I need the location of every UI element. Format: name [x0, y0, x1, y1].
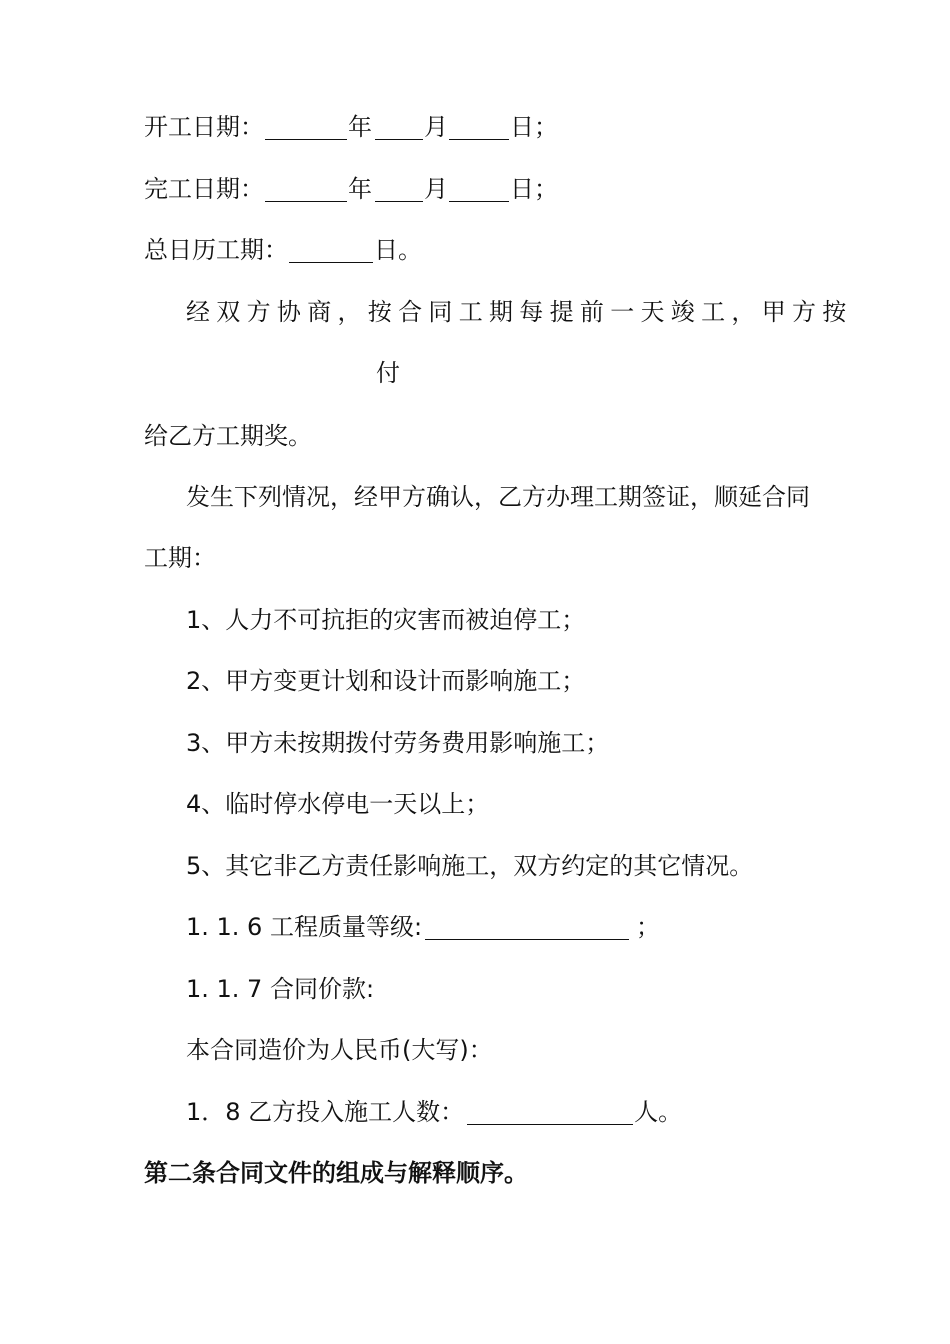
contract-price-text: 本合同造价为人民币(大写)：	[186, 1036, 493, 1064]
bonus-pay-word: 付	[376, 359, 400, 387]
finish-date-line	[144, 169, 558, 209]
workers-line	[186, 1092, 682, 1132]
bonus-paragraph: 经双方协商，按合同工期每提前一天竣工，甲方按	[186, 298, 853, 326]
bonus-paragraph-tail: 给乙方工期奖。	[144, 422, 312, 450]
start-day-blank[interactable]	[449, 107, 509, 140]
finish-year-blank[interactable]	[265, 169, 347, 202]
month-label: 月	[424, 175, 448, 203]
month-label: 月	[424, 113, 448, 141]
year-label: 年	[348, 113, 372, 141]
finish-date-label: 完工日期：	[144, 175, 264, 203]
start-month-blank[interactable]	[375, 107, 423, 140]
day-label: 日；	[510, 113, 558, 141]
extension-paragraph-tail: 工期：	[144, 544, 216, 572]
finish-month-blank[interactable]	[375, 169, 423, 202]
start-date-line	[144, 107, 558, 147]
total-period-line	[144, 230, 422, 270]
year-label: 年	[348, 175, 372, 203]
section-heading: 第二条合同文件的组成与解释顺序。	[144, 1159, 528, 1187]
quality-grade-label: 1. 1. 6 工程质量等级:	[186, 913, 423, 941]
start-date-label: 开工日期：	[144, 113, 264, 141]
list-item: 1、人力不可抗拒的灾害而被迫停工；	[186, 606, 586, 634]
day-label: 日；	[510, 175, 558, 203]
list-item: 4、临时停水停电一天以上；	[186, 790, 490, 818]
workers-suffix: 人。	[634, 1098, 683, 1126]
quality-grade-blank[interactable]	[425, 907, 629, 940]
total-period-label: 总日历工期：	[144, 236, 288, 264]
quality-grade-line	[186, 907, 660, 947]
extension-paragraph: 发生下列情况，经甲方确认，乙方办理工期签证，顺延合同	[186, 483, 810, 511]
list-item: 5、其它非乙方责任影响施工，双方约定的其它情况。	[186, 852, 754, 880]
start-year-blank[interactable]	[265, 107, 347, 140]
list-item: 2、甲方变更计划和设计而影响施工；	[186, 667, 586, 695]
workers-label: 1．8 乙方投入施工人数：	[186, 1098, 465, 1126]
total-period-suffix: 日。	[374, 236, 422, 264]
contract-price-label: 1. 1. 7 合同价款:	[186, 975, 375, 1003]
list-item: 3、甲方未按期拨付劳务费用影响施工；	[186, 729, 610, 757]
workers-count-blank[interactable]	[467, 1092, 633, 1125]
finish-day-blank[interactable]	[449, 169, 509, 202]
total-days-blank[interactable]	[289, 230, 373, 263]
quality-grade-tail: ；	[636, 913, 661, 941]
